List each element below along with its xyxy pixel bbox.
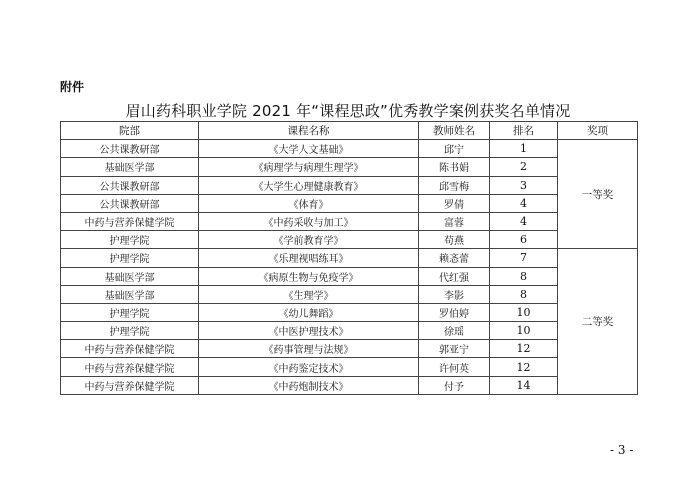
- cell-rank: 1: [490, 140, 558, 158]
- table-row: [61, 194, 638, 212]
- cell-teacher: 赖忞蕾: [419, 249, 490, 267]
- cell-teacher: 李影: [419, 285, 490, 303]
- cell-course: 《学前教育学》: [199, 231, 419, 249]
- cell-teacher: 苟燕: [419, 231, 490, 249]
- document-title: 眉山药科职业学院 2021 年“课程思政”优秀教学案例获奖名单情况: [125, 102, 571, 120]
- header-department: 院部: [61, 122, 199, 140]
- table-row: [61, 267, 638, 285]
- cell-department: 中药与营养保健学院: [61, 376, 199, 394]
- cell-teacher: 富蓉: [419, 212, 490, 230]
- cell-course: 《中药鉴定技术》: [199, 358, 419, 376]
- cell-rank: 3: [490, 176, 558, 194]
- cell-teacher: 陈书娟: [419, 158, 490, 176]
- cell-department: 基础医学部: [61, 285, 199, 303]
- cell-department: 中药与营养保健学院: [61, 212, 199, 230]
- header-rank: 排名: [490, 122, 558, 140]
- cell-rank: 8: [490, 285, 558, 303]
- cell-department: 护理学院: [61, 249, 199, 267]
- cell-rank: 12: [490, 340, 558, 358]
- page-number: - 3 -: [610, 443, 634, 457]
- cell-rank: 8: [490, 267, 558, 285]
- cell-course: 《中药采收与加工》: [199, 212, 419, 230]
- cell-teacher: 罗倩: [419, 194, 490, 212]
- table-row: [61, 140, 638, 158]
- cell-teacher: 许何英: [419, 358, 490, 376]
- cell-award: 二等奖: [558, 249, 638, 395]
- cell-teacher: 罗伯婷: [419, 303, 490, 321]
- cell-department: 公共课教研部: [61, 140, 199, 158]
- table-header-row: [61, 122, 638, 140]
- cell-award: 一等奖: [558, 140, 638, 249]
- cell-course: 《大学生心理健康教育》: [199, 176, 419, 194]
- table-row: [61, 212, 638, 230]
- cell-rank: 4: [490, 212, 558, 230]
- table-row: [61, 376, 638, 394]
- table-body: [61, 140, 638, 395]
- cell-course: 《药事管理与法规》: [199, 340, 419, 358]
- cell-teacher: 付予: [419, 376, 490, 394]
- cell-rank: 4: [490, 194, 558, 212]
- cell-teacher: 徐瑶: [419, 322, 490, 340]
- cell-course: 《体育》: [199, 194, 419, 212]
- cell-department: 公共课教研部: [61, 194, 199, 212]
- cell-course: 《中医护理技术》: [199, 322, 419, 340]
- cell-rank: 2: [490, 158, 558, 176]
- cell-course: 《大学人文基础》: [199, 140, 419, 158]
- cell-course: 《生理学》: [199, 285, 419, 303]
- cell-course: 《幼儿舞蹈》: [199, 303, 419, 321]
- header-teacher: 教师姓名: [419, 122, 490, 140]
- cell-department: 中药与营养保健学院: [61, 358, 199, 376]
- cell-rank: 12: [490, 358, 558, 376]
- header-award: 奖项: [558, 122, 638, 140]
- cell-course: 《乐理视唱练耳》: [199, 249, 419, 267]
- cell-department: 护理学院: [61, 231, 199, 249]
- table-row: [61, 303, 638, 321]
- cell-department: 护理学院: [61, 303, 199, 321]
- cell-course: 《病理学与病理生理学》: [199, 158, 419, 176]
- cell-rank: 10: [490, 322, 558, 340]
- cell-course: 《病原生物与免疫学》: [199, 267, 419, 285]
- cell-teacher: 邱雪梅: [419, 176, 490, 194]
- table-row: [61, 158, 638, 176]
- table-row: [61, 231, 638, 249]
- cell-teacher: 代红强: [419, 267, 490, 285]
- cell-rank: 10: [490, 303, 558, 321]
- cell-course: 《中药炮制技术》: [199, 376, 419, 394]
- cell-department: 公共课教研部: [61, 176, 199, 194]
- cell-rank: 7: [490, 249, 558, 267]
- cell-department: 中药与营养保健学院: [61, 340, 199, 358]
- table-row: [61, 176, 638, 194]
- cell-department: 基础医学部: [61, 267, 199, 285]
- cell-teacher: 郭亚宁: [419, 340, 490, 358]
- table-row: [61, 285, 638, 303]
- cell-department: 护理学院: [61, 322, 199, 340]
- header-course: 课程名称: [199, 122, 419, 140]
- attachment-label: 附件: [60, 80, 85, 94]
- cell-teacher: 邱宁: [419, 140, 490, 158]
- cell-rank: 14: [490, 376, 558, 394]
- cell-department: 基础医学部: [61, 158, 199, 176]
- table-row: [61, 358, 638, 376]
- table-row: [61, 340, 638, 358]
- table-row: [61, 322, 638, 340]
- table-row: [61, 249, 638, 267]
- award-table: [60, 121, 638, 395]
- cell-rank: 6: [490, 231, 558, 249]
